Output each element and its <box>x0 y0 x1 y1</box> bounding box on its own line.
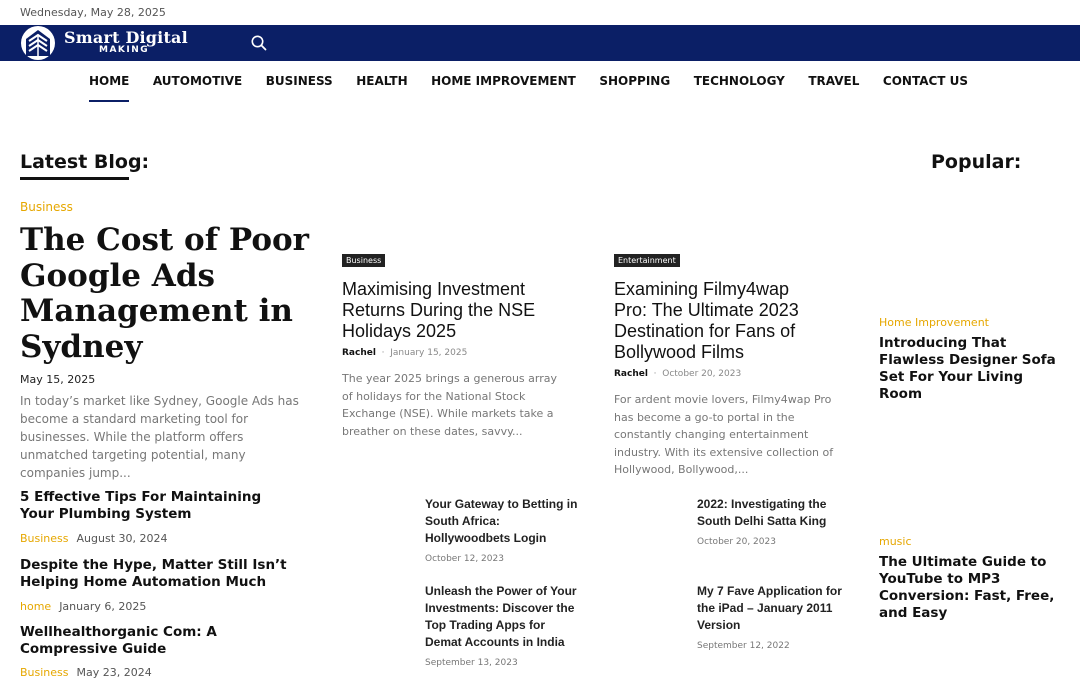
card-title[interactable]: Examining Filmy4wap Pro: The Ultimate 2023 Destination for Fans of Bollywood Films <box>614 279 799 362</box>
nav-contact-us[interactable]: CONTACT US <box>882 74 969 88</box>
small-post-date: October 12, 2023 <box>425 554 504 564</box>
logo-text[interactable]: Smart Digital <box>64 28 188 47</box>
list-item-category[interactable]: Business <box>20 666 69 679</box>
card-excerpt: The year 2025 brings a generous array of holidays for the National Stock Exchange (NSE). While markets take a breather on these dates, savvy... <box>342 372 558 438</box>
logo-icon[interactable] <box>20 25 56 61</box>
card-badge[interactable]: Entertainment <box>614 254 680 267</box>
list-item-date: August 30, 2024 <box>76 532 168 545</box>
small-post-date: September 13, 2023 <box>425 658 518 668</box>
nav-automotive[interactable]: AUTOMOTIVE <box>152 74 243 88</box>
small-post-title[interactable]: My 7 Fave Application for the iPad – January 2011 Version <box>697 584 842 632</box>
latest-blog-heading: Latest Blog: <box>20 151 150 173</box>
nav-home[interactable]: HOME <box>89 72 129 100</box>
popular-heading: Popular: <box>931 151 1022 173</box>
popular-category[interactable]: music <box>879 535 912 548</box>
card-meta: Rachel · October 20, 2023 <box>614 369 742 379</box>
list-item-category[interactable]: Business <box>20 532 69 545</box>
card-date: January 15, 2025 <box>390 348 468 358</box>
heading-underline <box>20 177 129 180</box>
featured-excerpt: In today’s market like Sydney, Google Ads has become a standard marketing tool for businesses. While the platform offers unmatched targeting potential, many companies jump... <box>20 394 299 480</box>
list-item-title[interactable]: Wellhealthorganic Com: A Compressive Guide <box>20 624 217 657</box>
list-item-title[interactable]: Despite the Hype, Matter Still Isn’t Helping Home Automation Much <box>20 557 287 590</box>
list-item-meta <box>20 532 168 545</box>
featured-date: May 15, 2025 <box>20 373 96 386</box>
nav-travel[interactable]: TRAVEL <box>808 74 860 88</box>
card-author[interactable]: Rachel <box>342 348 376 358</box>
card-date: October 20, 2023 <box>662 369 742 379</box>
nav-technology[interactable]: TECHNOLOGY <box>693 74 785 88</box>
card-excerpt: For ardent movie lovers, Filmy4wap Pro has become a go-to portal in the constantly changing entertainment industry. With its extensive collection of Hollywood, Bollywood,... <box>614 393 834 476</box>
featured-category[interactable]: Business <box>20 200 73 214</box>
small-post-date: October 20, 2023 <box>697 537 776 547</box>
small-post-title[interactable]: Unleash the Power of Your Investments: Discover the Top Trading Apps for Demat Accounts in India <box>425 584 577 649</box>
featured-title[interactable]: The Cost of Poor Google Ads Management in Sydney <box>20 222 310 365</box>
search-icon[interactable] <box>250 34 268 52</box>
list-item-date: May 23, 2024 <box>76 666 152 679</box>
popular-category[interactable]: Home Improvement <box>879 316 989 329</box>
list-item-meta <box>20 600 146 613</box>
small-post-title[interactable]: Your Gateway to Betting in South Africa: Hollywoodbets Login <box>425 497 578 545</box>
popular-title[interactable]: The Ultimate Guide to YouTube to MP3 Conversion: Fast, Free, and Easy <box>879 554 1055 621</box>
nav-home-improvement[interactable]: HOME IMPROVEMENT <box>431 74 576 88</box>
list-item-meta <box>20 666 152 679</box>
card-title[interactable]: Maximising Investment Returns During the NSE Holidays 2025 <box>342 279 536 341</box>
card-meta: Rachel · January 15, 2025 <box>342 348 468 358</box>
popular-title[interactable]: Introducing That Flawless Designer Sofa Set For Your Living Room <box>879 335 1056 402</box>
small-post-date: September 12, 2022 <box>697 641 790 651</box>
main-nav <box>89 72 992 100</box>
logo-subtext[interactable]: MAKING <box>99 45 150 55</box>
nav-business[interactable]: BUSINESS <box>265 74 333 88</box>
nav-health[interactable]: HEALTH <box>356 74 408 88</box>
list-item-category[interactable]: home <box>20 600 52 613</box>
card-badge[interactable]: Business <box>342 254 385 267</box>
list-item-title[interactable]: 5 Effective Tips For Maintaining Your Plumbing System <box>20 489 262 522</box>
card-author[interactable]: Rachel <box>614 369 648 379</box>
current-date: Wednesday, May 28, 2025 <box>20 6 166 19</box>
nav-shopping[interactable]: SHOPPING <box>599 74 671 88</box>
small-post-title[interactable]: 2022: Investigating the South Delhi Satta King <box>697 497 827 528</box>
list-item-date: January 6, 2025 <box>59 600 147 613</box>
